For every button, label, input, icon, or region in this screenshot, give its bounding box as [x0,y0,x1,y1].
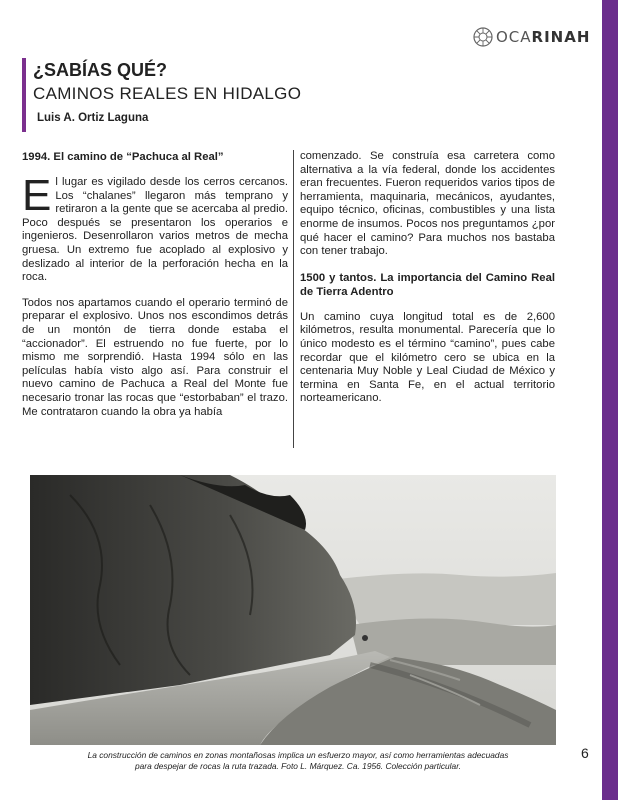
text-column-right [300,150,555,418]
title-accent-bar [22,58,26,132]
paragraph-intro: El lugar es vigilado desde los cerros cercanos. Los “chalanes” llegaron más temprano y retiraron a la gente que se acercaba al predio. Poco después se presentaron los operarios e ingenieros. Desenrollaron varios metros de mecha gruesa. Un extremo fue acoplado al explosivo y deslizado al interior de la perforación hecha en la roca. [22,171,288,284]
photo-caption [22,750,574,772]
paragraph-continuation: comenzado. Se construía esa carretera como alternativa a la vía federal, donde los accidentes eran frecuentes. Fueron requeridos varios tipos de herramienta, maquinaria, mecánicos, ayudantes, equipo técnico, oficinas, combustibles y una lista enorme de insumos. Pocos nos preguntamos ¿por qué hacer el camino? Para muchos nos bastaba con tener trabajo. [300,150,555,258]
article-kicker: ¿SABÍAS QUÉ? [33,60,168,80]
drop-cap: E [22,171,52,220]
historic-road-photo [30,475,556,745]
caption-line-2: para despejar de rocas la ruta trazada. Foto L. Márquez. Ca. 1956. Colección particular. [134,761,462,771]
article-headline: CAMINOS REALES EN HIDALGO [33,84,302,103]
caption-line-1: La construcción de caminos en zonas montañosas implica un esfuerzo mayor, así como herramientas adecuadas [87,750,509,760]
logo-text: OCARINAH [496,28,591,46]
page-edge-accent-bar [602,0,618,800]
inah-logo [472,26,590,48]
page-number: 6 [581,745,589,761]
logo-emblem-icon [472,26,494,48]
paragraph-camino-real: Un camino cuya longitud total es de 2,600 kilómetros, resulta monumental. Parecería que lo único modesto es el término “camino”, pues cabe recordar que el kilómetro cero se ubica en la centenaria Muy Noble y Leal Ciudad de México y termina en Santa Fe, en el actual territorio norteamericano. [300,310,555,405]
section-title-1994: 1994. El camino de “Pachuca al Real” [22,151,224,163]
text-column-left [22,150,288,431]
road-photo-illustration [30,475,556,745]
column-divider [293,150,294,448]
section-title-1500: 1500 y tantos. La importancia del Camino Real de Tierra Adentro [300,271,555,298]
paragraph-explosion: Todos nos apartamos cuando el operario terminó de preparar el explosivo. Unos nos escondimos detrás de un montón de tierra donde estaba el “accionador”. El estruendo no fue fuerte, por lo mismo me sorprendió. Hasta 1994 sólo en las películas había visto algo así. Para construir el nuevo camino de Pachuca a Real del Monte fue necesario tronar las rocas que “estorbaban” el trazo. Me contrataron cuando la obra ya había [22,296,288,418]
article-author: Luis A. Ortiz Laguna [37,112,149,124]
